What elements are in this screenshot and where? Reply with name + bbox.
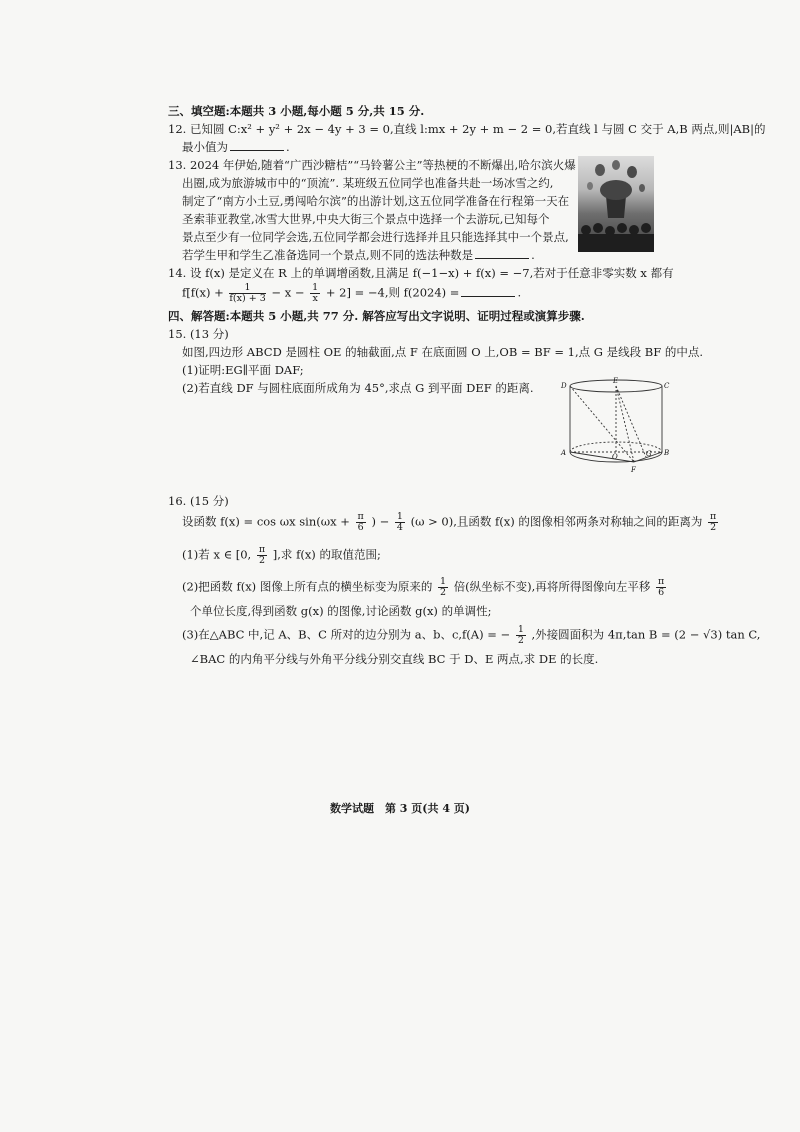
label-O: O bbox=[612, 453, 618, 461]
q13-text: 若学生甲和学生乙准备选同一个景点,则不同的选法种数是 bbox=[182, 248, 474, 262]
q16-part-2 bbox=[182, 577, 668, 601]
q14-part-a: f[f(x) + bbox=[182, 285, 224, 300]
balloon-4 bbox=[587, 182, 593, 190]
frac-den: f(x) + 3 bbox=[229, 293, 266, 304]
q16-l1-part-b: ) − bbox=[371, 514, 390, 529]
balloon-2 bbox=[612, 160, 620, 170]
balloon-photo-svg bbox=[578, 156, 654, 252]
q16-p3-frac bbox=[516, 625, 526, 646]
q14-line-2: f[f(x) + $\frac{1}{f(x) + 3}$ − x − $\frac{1}{x}$ + 2] = −4,则 f(2024) = . bbox=[182, 282, 522, 304]
section-3-title: 三、填空题:本题共 3 小题,每小题 5 分,共 15 分. bbox=[168, 104, 425, 118]
q16-p3-part-a: (3)在△ABC 中,记 A、B、C 所对的边分别为 a、b、c,f(A) = − bbox=[182, 627, 511, 642]
label-G: G bbox=[646, 450, 652, 458]
frac-den: 2 bbox=[258, 555, 266, 566]
q14-line-1: 14. 设 f(x) 是定义在 R 上的单调增函数,且满足 f(−1−x) + f(x) = −7,若对于任意非零实数 x 都有 bbox=[168, 266, 674, 280]
q16-part-3 bbox=[182, 625, 760, 649]
q16-p1-part-b: ],求 f(x) 的取值范围; bbox=[272, 547, 381, 562]
q13-line-3: 制定了“南方小土豆,勇闯哈尔滨”的出游计划,这五位同学准备在行程第一天在 bbox=[182, 194, 570, 208]
label-C: C bbox=[664, 382, 670, 390]
q16-part-2-cont: 个单位长度,得到函数 g(x) 的图像,讨论函数 g(x) 的单调性; bbox=[190, 604, 492, 618]
line-AF bbox=[570, 452, 634, 462]
section-4-title: 四、解答题:本题共 5 小题,共 77 分. 解答应写出文字说明、证明过程或演算步骤. bbox=[168, 309, 585, 323]
frac-num: 1 bbox=[229, 283, 265, 294]
q13-line-5: 景点至少有一位同学会选,五位同学都会进行选择并且只能选择其中一个景点, bbox=[182, 230, 569, 244]
cylinder-svg bbox=[560, 376, 672, 476]
q16-p1-part-a: (1)若 x ∈ [0, bbox=[182, 547, 252, 562]
q14-fraction-2 bbox=[310, 283, 320, 304]
q16-part-1 bbox=[182, 545, 381, 569]
q16-header: 16. (15 分) bbox=[168, 494, 229, 508]
q16-p2-frac-1 bbox=[438, 577, 448, 598]
crowd bbox=[578, 223, 654, 252]
answer-blank bbox=[230, 139, 284, 151]
frac-den: 4 bbox=[396, 522, 403, 533]
q13-line-2: 出圈,成为旅游城市中的“顶流”. 某班级五位同学也准备共赴一场冰雪之约, bbox=[182, 176, 554, 190]
frac-num: 1 bbox=[517, 624, 524, 635]
q15-part-2: (2)若直线 DF 与圆柱底面所成角为 45°,求点 G 到平面 DEF 的距离. bbox=[182, 381, 534, 395]
q16-p3-part-b: ,外接圆面积为 4π,tan B = (2 − √3) tan C, bbox=[531, 627, 761, 642]
label-A: A bbox=[561, 449, 567, 457]
q16-l1-part-c: (ω > 0),且函数 f(x) 的图像相邻两条对称轴之间的距离为 bbox=[410, 514, 703, 529]
balloon-main bbox=[600, 180, 632, 200]
line-EF bbox=[616, 386, 634, 462]
q16-frac-1-4 bbox=[395, 512, 405, 533]
q15-part-1: (1)证明:EG∥平面 DAF; bbox=[182, 363, 304, 377]
frac-num: 1 bbox=[396, 511, 403, 522]
q13-line-1: 13. 2024 年伊始,随着“广西沙糖桔”“马铃薯公主”等热梗的不断爆出,哈尔滨火爆 bbox=[168, 158, 576, 172]
frac-den: 6 bbox=[357, 522, 364, 533]
label-E: E bbox=[613, 377, 619, 385]
page-footer: 数学试题 第 3 页(共 4 页) bbox=[329, 802, 471, 815]
frac-den: 6 bbox=[658, 587, 665, 598]
cylinder-figure bbox=[560, 376, 672, 476]
q16-line-1 bbox=[182, 512, 720, 536]
q12-line-2: 最小值为 . bbox=[182, 140, 290, 154]
answer-blank bbox=[461, 285, 515, 297]
frac-num: π bbox=[657, 576, 665, 587]
balloon-photo bbox=[578, 156, 654, 252]
q16-part-3-cont: ∠BAC 的内角平分线与外角平分线分别交直线 BC 于 D、E 两点,求 DE 的长度. bbox=[190, 652, 599, 666]
q14-part-c: + 2] = −4,则 f(2024) = bbox=[325, 285, 460, 300]
q16-frac-pi-2 bbox=[708, 512, 718, 533]
line-EG bbox=[616, 386, 646, 457]
q13-line-6: 若学生甲和学生乙准备选同一个景点,则不同的选法种数是 . bbox=[182, 248, 535, 262]
q14-fraction-1 bbox=[229, 283, 265, 304]
frac-num: π bbox=[258, 544, 266, 555]
label-B: B bbox=[664, 449, 670, 457]
q16-p1-frac bbox=[257, 545, 267, 566]
frac-num: 1 bbox=[312, 282, 319, 293]
q16-p2-frac-2 bbox=[656, 577, 666, 598]
q15-header: 15. (13 分) bbox=[168, 327, 229, 341]
q16-l1-part-a: 设函数 f(x) = cos ωx sin(ωx + bbox=[182, 514, 350, 529]
frac-num: 1 bbox=[439, 576, 447, 587]
label-F: F bbox=[631, 466, 636, 474]
frac-den: 2 bbox=[439, 587, 447, 598]
line-DF bbox=[570, 386, 634, 462]
frac-den: 2 bbox=[710, 522, 717, 533]
label-D: D bbox=[561, 382, 567, 390]
q13-line-4: 圣索菲亚教堂,冰雪大世界,中央大街三个景点中选择一个去游玩,已知每个 bbox=[182, 212, 550, 226]
q15-line-1: 如图,四边形 ABCD 是圆柱 OE 的轴截面,点 F 在底面圆 O 上,OB = BF = 1,点 G 是线段 BF 的中点. bbox=[182, 345, 703, 359]
q12-text: 最小值为 bbox=[182, 140, 228, 154]
balloon-3 bbox=[627, 166, 637, 178]
frac-num: π bbox=[710, 511, 717, 522]
frac-den: x bbox=[312, 293, 318, 304]
balloon-1 bbox=[595, 164, 605, 176]
q16-p2-part-b: 倍(纵坐标不变),再将所得图像向左平移 bbox=[453, 579, 651, 594]
answer-blank bbox=[475, 247, 529, 259]
q12-line-1: 12. 已知圆 C:x² + y² + 2x − 4y + 3 = 0,直线 l:mx + 2y + m − 2 = 0,若直线 l 与圆 C 交于 A,B 两点,则|AB|的 bbox=[168, 122, 766, 136]
q16-frac-pi-6 bbox=[356, 512, 366, 533]
balloon-5 bbox=[639, 184, 645, 192]
frac-den: 2 bbox=[517, 635, 524, 646]
q14-part-b: − x − bbox=[271, 285, 305, 300]
q16-p2-part-a: (2)把函数 f(x) 图像上所有点的横坐标变为原来的 bbox=[182, 579, 433, 594]
frac-num: π bbox=[357, 511, 364, 522]
